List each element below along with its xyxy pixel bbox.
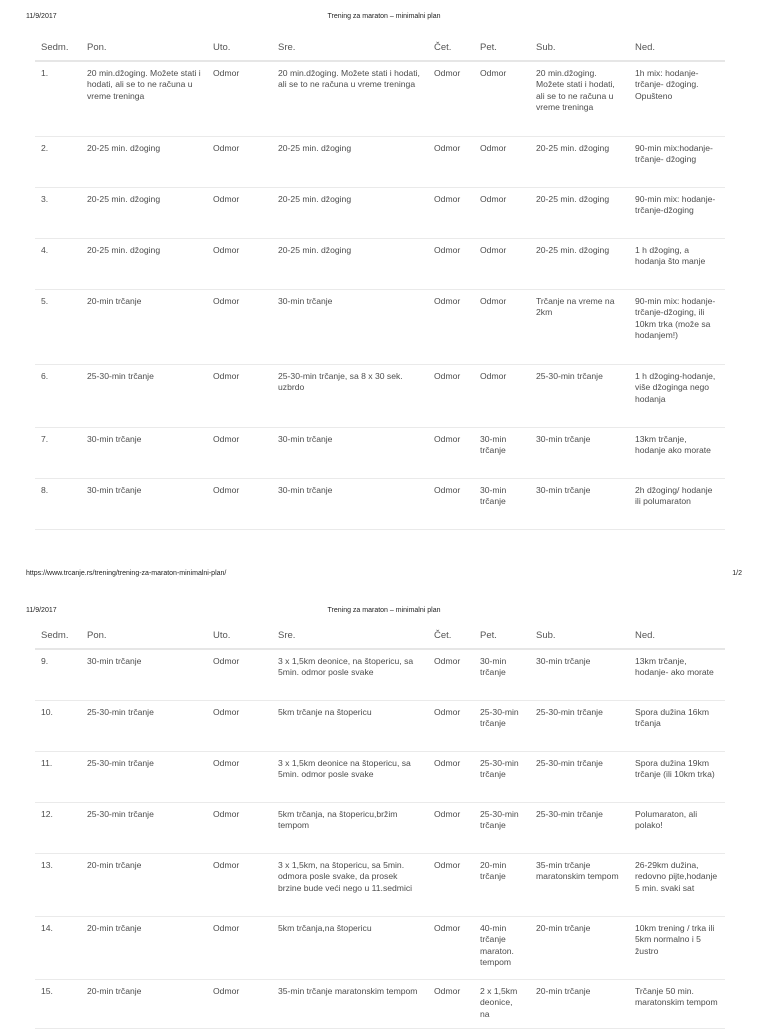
thursday-cell: Odmor [428,479,474,530]
sunday-cell: Spora dužina 19km trčanje (ili 10km trka) [629,752,725,803]
friday-cell: 40-min trčanje maraton. tempom [474,917,530,980]
column-header: Ned. [629,622,725,649]
monday-cell: 25-30-min trčanje [81,365,207,428]
sunday-cell: 2h džoging/ hodanje ili polumaraton [629,479,725,530]
saturday-cell: 30-min trčanje [530,479,629,530]
thursday-cell: Odmor [428,290,474,365]
friday-cell: 25-30-min trčanje [474,701,530,752]
week-cell: 14. [35,917,81,980]
column-header: Sub. [530,34,629,61]
sunday-cell: 13km trčanje, hodanje- ako morate [629,649,725,701]
table-row [35,239,725,290]
week-cell: 3. [35,188,81,239]
wednesday-cell: 3 x 1,5km deonice, na štopericu, sa 5min. odmor posle svake [272,649,428,701]
sunday-cell: 1 h džoging, a hodanja što manje [629,239,725,290]
page-header [0,13,768,25]
table-row [35,854,725,917]
sunday-cell: Polumaraton, ali polako! [629,803,725,854]
saturday-cell: 20 min.džoging. Možete stati i hodati, ali se to ne računa u vreme treninga [530,61,629,137]
tuesday-cell: Odmor [207,980,272,1029]
monday-cell: 30-min trčanje [81,479,207,530]
page-footer [0,570,768,582]
sunday-cell: 10km trening / trka ili 5km normalno i 5 žustro [629,917,725,980]
thursday-cell: Odmor [428,239,474,290]
wednesday-cell: 3 x 1,5km deonice na štopericu, sa 5min. odmor posle svake [272,752,428,803]
week-cell: 4. [35,239,81,290]
friday-cell: 20-min trčanje [474,854,530,917]
print-date: 11/9/2017 [26,607,57,614]
monday-cell: 20-min trčanje [81,917,207,980]
source-url: https://www.trcanje.rs/trening/trening-za-maraton-minimalni-plan/ [26,570,227,577]
friday-cell: Odmor [474,61,530,137]
sunday-cell: 90-min mix: hodanje- trčanje-džoging [629,188,725,239]
saturday-cell: 20-25 min. džoging [530,239,629,290]
week-cell: 2. [35,137,81,188]
column-header: Pet. [474,622,530,649]
sunday-cell: 1 h džoging-hodanje, više džoginga nego hodanja [629,365,725,428]
table-row [35,290,725,365]
thursday-cell: Odmor [428,917,474,980]
monday-cell: 20 min.džoging. Možete stati i hodati, ali se to ne računa u vreme treninga [81,61,207,137]
tuesday-cell: Odmor [207,188,272,239]
friday-cell: Odmor [474,137,530,188]
document-page-2 [0,590,768,1024]
week-cell: 9. [35,649,81,701]
table-row [35,61,725,137]
thursday-cell: Odmor [428,752,474,803]
thursday-cell: Odmor [428,188,474,239]
column-header: Čet. [428,622,474,649]
monday-cell: 20-min trčanje [81,854,207,917]
saturday-cell: 20-25 min. džoging [530,188,629,239]
monday-cell: 20-25 min. džoging [81,239,207,290]
column-header: Pon. [81,34,207,61]
page-title: Trening za maraton – minimalni plan [327,607,441,614]
column-header: Sedm. [35,622,81,649]
thursday-cell: Odmor [428,854,474,917]
saturday-cell: 30-min trčanje [530,428,629,479]
wednesday-cell: 20-25 min. džoging [272,239,428,290]
saturday-cell: 25-30-min trčanje [530,365,629,428]
wednesday-cell: 20 min.džoging. Možete stati i hodati, ali se to ne računa u vreme treninga [272,61,428,137]
friday-cell: Odmor [474,290,530,365]
column-header: Uto. [207,34,272,61]
table-row [35,428,725,479]
wednesday-cell: 5km trčanja, na štopericu,bržim tempom [272,803,428,854]
monday-cell: 25-30-min trčanje [81,752,207,803]
column-header: Pet. [474,34,530,61]
monday-cell: 30-min trčanje [81,649,207,701]
saturday-cell: 20-25 min. džoging [530,137,629,188]
week-cell: 1. [35,61,81,137]
week-cell: 8. [35,479,81,530]
wednesday-cell: 5km trčanje na štopericu [272,701,428,752]
sunday-cell: 90-min mix:hodanje-trčanje- džoging [629,137,725,188]
column-header: Sedm. [35,34,81,61]
wednesday-cell: 35-min trčanje maratonskim tempom [272,980,428,1029]
table-row [35,188,725,239]
tuesday-cell: Odmor [207,649,272,701]
week-cell: 13. [35,854,81,917]
column-header: Ned. [629,34,725,61]
tuesday-cell: Odmor [207,61,272,137]
sunday-cell: Spora dužina 16km trčanja [629,701,725,752]
thursday-cell: Odmor [428,701,474,752]
tuesday-cell: Odmor [207,803,272,854]
table-header-row [35,622,725,649]
thursday-cell: Odmor [428,61,474,137]
saturday-cell: 20-min trčanje [530,917,629,980]
column-header: Pon. [81,622,207,649]
monday-cell: 20-25 min. džoging [81,188,207,239]
tuesday-cell: Odmor [207,479,272,530]
monday-cell: 25-30-min trčanje [81,701,207,752]
friday-cell: Odmor [474,365,530,428]
print-date: 11/9/2017 [26,13,57,20]
wednesday-cell: 30-min trčanje [272,479,428,530]
table-row [35,980,725,1029]
week-cell: 12. [35,803,81,854]
column-header: Uto. [207,622,272,649]
thursday-cell: Odmor [428,803,474,854]
friday-cell: Odmor [474,188,530,239]
wednesday-cell: 5km trčanja,na štopericu [272,917,428,980]
thursday-cell: Odmor [428,980,474,1029]
sunday-cell: 1h mix: hodanje-trčanje- džoging. Opušteno [629,61,725,137]
training-table-page-2 [35,622,725,1029]
tuesday-cell: Odmor [207,239,272,290]
table-row [35,479,725,530]
friday-cell: 25-30-min trčanje [474,752,530,803]
table-row [35,649,725,701]
monday-cell: 20-min trčanje [81,290,207,365]
week-cell: 11. [35,752,81,803]
saturday-cell: 25-30-min trčanje [530,752,629,803]
table-row [35,365,725,428]
thursday-cell: Odmor [428,649,474,701]
table-body [35,649,725,1029]
week-cell: 7. [35,428,81,479]
column-header: Čet. [428,34,474,61]
page-title: Trening za maraton – minimalni plan [327,13,441,20]
thursday-cell: Odmor [428,428,474,479]
page-number: 1/2 [732,570,742,577]
monday-cell: 25-30-min trčanje [81,803,207,854]
table-row [35,137,725,188]
tuesday-cell: Odmor [207,917,272,980]
saturday-cell: 25-30-min trčanje [530,803,629,854]
friday-cell: Odmor [474,239,530,290]
column-header: Sub. [530,622,629,649]
monday-cell: 20-min trčanje [81,980,207,1029]
week-cell: 10. [35,701,81,752]
saturday-cell: 30-min trčanje [530,649,629,701]
wednesday-cell: 3 x 1,5km, na štopericu, sa 5min. odmora posle svake, da prosek brzine bude veći nego u 11.sedmici [272,854,428,917]
table-row [35,752,725,803]
friday-cell: 25-30-min trčanje [474,803,530,854]
saturday-cell: Trčanje na vreme na 2km [530,290,629,365]
tuesday-cell: Odmor [207,290,272,365]
table-row [35,701,725,752]
tuesday-cell: Odmor [207,752,272,803]
week-cell: 5. [35,290,81,365]
friday-cell: 2 x 1,5km deonice, na [474,980,530,1029]
thursday-cell: Odmor [428,365,474,428]
table-header-row [35,34,725,61]
monday-cell: 20-25 min. džoging [81,137,207,188]
sunday-cell: Trčanje 50 min. maratonskim tempom [629,980,725,1029]
sunday-cell: 26-29km dužina, redovno pijte,hodanje 5 min. svaki sat [629,854,725,917]
saturday-cell: 25-30-min trčanje [530,701,629,752]
tuesday-cell: Odmor [207,854,272,917]
table-row [35,917,725,980]
tuesday-cell: Odmor [207,365,272,428]
week-cell: 6. [35,365,81,428]
wednesday-cell: 20-25 min. džoging [272,137,428,188]
page-header [0,607,768,619]
wednesday-cell: 30-min trčanje [272,290,428,365]
wednesday-cell: 20-25 min. džoging [272,188,428,239]
column-header: Sre. [272,34,428,61]
column-header: Sre. [272,622,428,649]
friday-cell: 30-min trčanje [474,649,530,701]
tuesday-cell: Odmor [207,701,272,752]
wednesday-cell: 25-30-min trčanje, sa 8 x 30 sek. uzbrdo [272,365,428,428]
training-table-page-1 [35,34,725,530]
monday-cell: 30-min trčanje [81,428,207,479]
friday-cell: 30-min trčanje [474,479,530,530]
sunday-cell: 90-min mix: hodanje- trčanje-džoging, ili 10km trka (može sa hodanjem!) [629,290,725,365]
saturday-cell: 35-min trčanje maratonskim tempom [530,854,629,917]
friday-cell: 30-min trčanje [474,428,530,479]
tuesday-cell: Odmor [207,428,272,479]
wednesday-cell: 30-min trčanje [272,428,428,479]
table-row [35,803,725,854]
week-cell: 15. [35,980,81,1029]
sunday-cell: 13km trčanje, hodanje ako morate [629,428,725,479]
table-body [35,61,725,530]
thursday-cell: Odmor [428,137,474,188]
saturday-cell: 20-min trčanje [530,980,629,1029]
tuesday-cell: Odmor [207,137,272,188]
